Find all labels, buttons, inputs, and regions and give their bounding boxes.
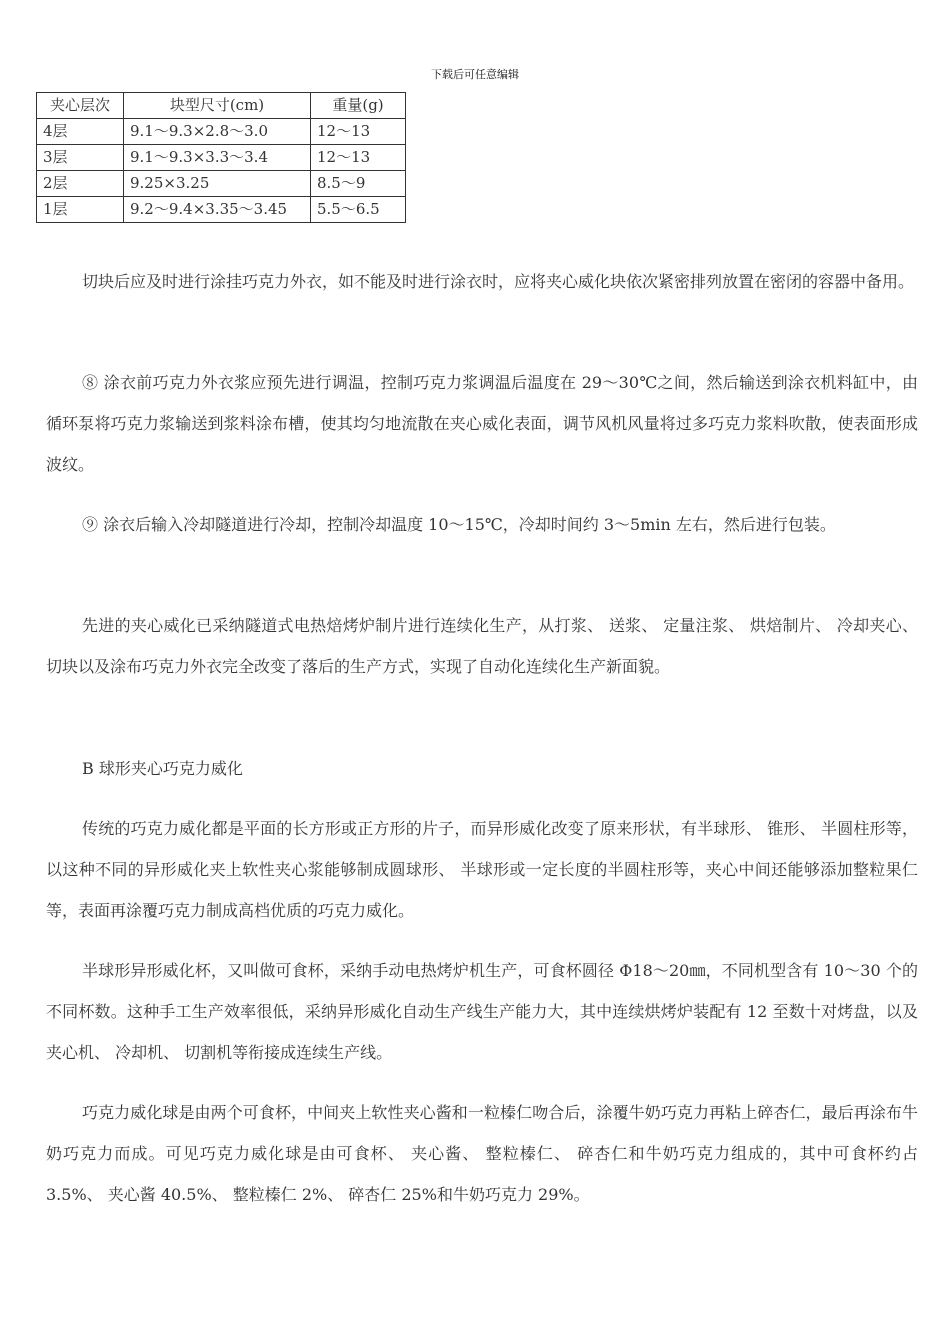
table-row [37, 197, 406, 223]
table-cell: 2层 [37, 171, 124, 197]
table-header-cell: 块型尺寸(cm) [124, 93, 311, 119]
table-cell: 9.1～9.3×2.8～3.0 [124, 119, 311, 145]
table-row [37, 171, 406, 197]
table-cell: 1层 [37, 197, 124, 223]
table-cell: 12～13 [311, 119, 406, 145]
paragraph-storage: 切块后应及时进行涂挂巧克力外衣，如不能及时进行涂衣时，应将夹心威化块依次紧密排列放置在密闭的容器中备用。 [82, 272, 915, 291]
table-header-cell: 重量(g) [311, 93, 406, 119]
table-row [37, 119, 406, 145]
table-row [37, 145, 406, 171]
paragraph-wafer-ball: 巧克力威化球是由两个可食杯，中间夹上软性夹心酱和一粒榛仁吻合后，涂覆牛奶巧克力再粘上碎杏仁，最后再涂布牛奶巧克力而成。可见巧克力威化球是由可食杯、 夹心酱、 整粒榛仁、 碎杏仁和牛奶巧克力组成的，其中可食杯约占 3.5%、 夹心酱 40.5%、 整粒榛仁 2%、 碎杏仁 25%和牛奶巧克力 29%。 [46, 1103, 918, 1204]
table-cell: 8.5～9 [311, 171, 406, 197]
table-header-row [37, 93, 406, 119]
paragraph-step-9: ⑨ 涂衣后输入冷却隧道进行冷却，控制冷却温度 10～15℃，冷却时间约 3～5min 左右，然后进行包装。 [82, 515, 836, 534]
table-cell: 4层 [37, 119, 124, 145]
paragraph-shaped-wafer: 传统的巧克力威化都是平面的长方形或正方形的片子，而异形威化改变了原来形状，有半球形、 锥形、 半圆柱形等，以这种不同的异形威化夹上软性夹心浆能够制成圆球形、 半球形或一定长度的半圆柱形等，夹心中间还能够添加整粒果仁等，表面再涂覆巧克力制成高档优质的巧克力威化。 [46, 819, 918, 920]
paragraph-step-8: ⑧ 涂衣前巧克力外衣浆应预先进行调温，控制巧克力浆调温后温度在 29～30℃之间，然后输送到涂衣机料缸中，由循环泵将巧克力浆输送到浆料涂布槽，使其均匀地流散在夹心威化表面，调节风机风量将过多巧克力浆料吹散，使表面形成波纹。 [46, 373, 918, 474]
table-cell: 9.1～9.3×3.3～3.4 [124, 145, 311, 171]
spec-table [36, 92, 406, 223]
table-cell: 3层 [37, 145, 124, 171]
paragraph-edible-cup: 半球形异形威化杯，又叫做可食杯，采纳手动电热烤炉机生产，可食杯圆径 Φ18～20㎜，不同机型含有 10～30 个的不同杯数。这种手工生产效率很低，采纳异形威化自动生产线生产能力大，其中连续烘烤炉装配有 12 至数十对烤盘，以及夹心机、 冷却机、 切割机等衔接成连续生产线。 [46, 961, 918, 1062]
table-cell: 12～13 [311, 145, 406, 171]
table-cell: 9.2～9.4×3.35～3.45 [124, 197, 311, 223]
table-cell: 5.5～6.5 [311, 197, 406, 223]
table-cell: 9.25×3.25 [124, 171, 311, 197]
table-header-cell: 夹心层次 [37, 93, 124, 119]
page-header: 下载后可任意编辑 [431, 68, 519, 81]
section-heading-b: B 球形夹心巧克力威化 [82, 759, 243, 778]
paragraph-continuous-production: 先进的夹心威化已采纳隧道式电热焙烤炉制片进行连续化生产，从打浆、 送浆、 定量注浆、 烘焙制片、 冷却夹心、 切块以及涂布巧克力外衣完全改变了落后的生产方式，实现了自动化连续化生产新面貌。 [46, 616, 918, 676]
